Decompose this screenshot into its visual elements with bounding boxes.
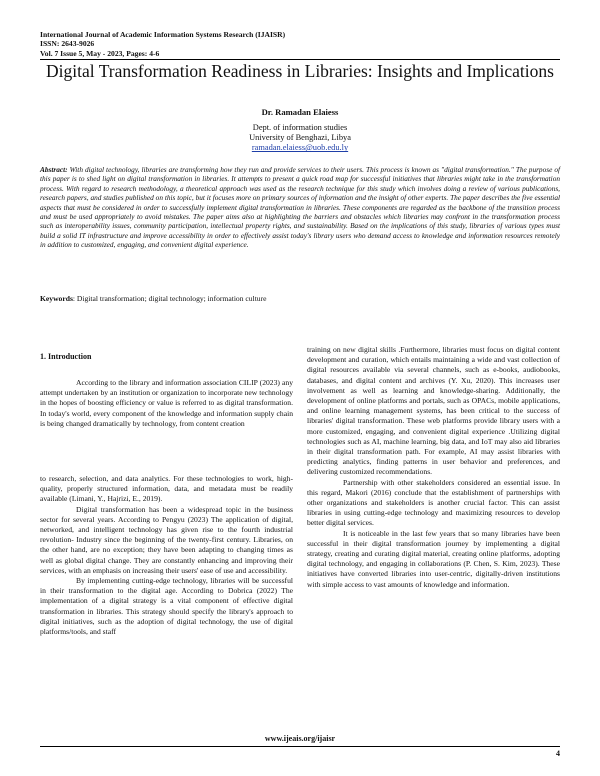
abstract-label: Abstract: xyxy=(40,165,68,174)
paragraph: Partnership with other stakeholders considered an essential issue. In this regard, Makori (2016) conclude that the establishment of partnerships with other organizations and stakeholders is another crucial factor. This can assist libraries in using cutting-edge technology and maximizing resources to develop better digital services. xyxy=(307,477,560,528)
paragraph: Digital transformation has been a widespread topic in the business sector for several years. According to Pengyu (2023) The application of digital, networked, and intelligent technology has given rise to the fourth industrial revolution- Industry since the beginning of the twenty-first century. Libraries, on the other hand, are no exception; they have been adapting to changing times as well as global digital change. They are constantly enhancing and improving their services, with an emphasis on increasing their users' ease of use and accessibility. xyxy=(40,504,293,575)
header-divider xyxy=(40,59,560,60)
right-column xyxy=(307,345,560,590)
affiliation-dept: Dept. of information studies xyxy=(252,123,348,132)
paragraph: It is noticeable in the last few years that so many libraries have been successful in their digital transformation journey by implementing a digital strategy, creating and curating digital material, creating online platforms, adopting digital technology, and engaging in collaborations (P. Chen, S. Kim, 2023). These initiatives have converted libraries into user-centric, digitally-driven institutions with simple access to vast amounts of knowledge and information. xyxy=(307,528,560,589)
abstract-text: With digital technology, libraries are transforming how they run and provide services to their users. This process is known as "digital transformation." The purpose of this paper is to shed light on digital transformation in libraries. It attempts to present a quick road map for successful initiatives that libraries might take in the transformation process. With regard to research methodology, a theoretical approach was used as the research technique for this study which involves doing a review of various publications, research papers, and studies published on this topic, but it focuses more on primary sources of information and the insight of other experts. The paper describes the five essential aspects that must be considered in order to successfully implement digital transformation in libraries. These components are regarded as the backbone of the transition process and must be used appropriately to avoid mistakes. The paper aims also at highlighting the barriers and obstacles which libraries may confront in the transformation process such as interoperability issues, community participation, intellectual property rights, and sustainability. Based on the implications of this study, libraries of various types must build a solid IT infrastructure and improve accessibility in order to effectively assist today's library users who demand access to knowledge and information resources remotely in addition to customized, engaging, and convenient digital experience. xyxy=(40,165,560,250)
author-affiliation xyxy=(40,123,560,154)
paragraph: By implementing cutting-edge technology, libraries will be successful in their transformation to the digital age. According to Dobrica (2022) The implementation of a digital strategy is a vital component of effective digital transformation in libraries. This strategy should specify the library's approach to digital initiatives, such as the adoption of digital technology, the use of digital platforms/tools, and staff xyxy=(40,576,293,637)
footer-url: www.ijeais.org/ijaisr xyxy=(264,734,336,743)
author-name: Dr. Ramadan Elaiess xyxy=(261,107,339,117)
paper-title: Digital Transformation Readiness in Libraries: Insights and Implications xyxy=(46,61,554,81)
keywords-text: : Digital transformation; digital technology; information culture xyxy=(72,294,267,303)
affiliation-university: University of Benghazi, Libya xyxy=(249,133,351,143)
section-heading: 1. Introduction xyxy=(40,352,92,361)
keywords xyxy=(40,294,560,303)
journal-header xyxy=(40,30,285,58)
author-email-link[interactable]: ramadan.elaiess@uob.edu.ly xyxy=(251,143,349,153)
left-column-top xyxy=(40,378,293,429)
journal-issn: ISSN: 2643-9026 xyxy=(40,39,95,49)
left-column-bottom xyxy=(40,474,293,637)
footer-divider xyxy=(40,746,560,747)
paragraph: to research, selection, and data analytics. For these technologies to work, high-quality, properly structured information, data, and metadata must be readily available (Limani, Y., Hajrizi, E., 2019). xyxy=(40,474,293,504)
abstract xyxy=(40,165,560,250)
paragraph: training on new digital skills .Furthermore, libraries must focus on digital content development and curation, which entails maintaining a wide and vast collection of digital resources available via several channels, such as e-books, audiobooks, databases, and digital content and archives (Y. Xu, 2020). This increases user involvement as well as learning and knowledge-sharing. Additionally, the development of online platforms and portals, such as OPACs, mobile applications, and online learning management systems, has been critical to the success of libraries' digital transformation. These web platforms provide library users with a more customized, engaging, and convenient digital experience .Utilizing digital technologies such as AI, machine learning, big data, and IoT may also aid libraries in their digital transformation path. For example, AI may assist libraries with predicting analytics, finding patterns in user behavior and preferences, and delivering customized recommendations. xyxy=(307,345,560,477)
keywords-label: Keywords xyxy=(40,294,73,303)
paragraph: According to the library and information association CILIP (2023) any attempt undertaken by an institution or organization to incorporate new technology in the hopes of boosting efficiency or value is referred to as digital transformation. In today's world, every component of the knowledge and information supply chain is being changed dramatically by technology, from content creation xyxy=(40,378,293,428)
page-number: 4 xyxy=(556,749,560,758)
journal-name: International Journal of Academic Information Systems Research (IJAISR) xyxy=(40,30,286,39)
journal-volume: Vol. 7 Issue 5, May - 2023, Pages: 4-6 xyxy=(40,48,160,58)
